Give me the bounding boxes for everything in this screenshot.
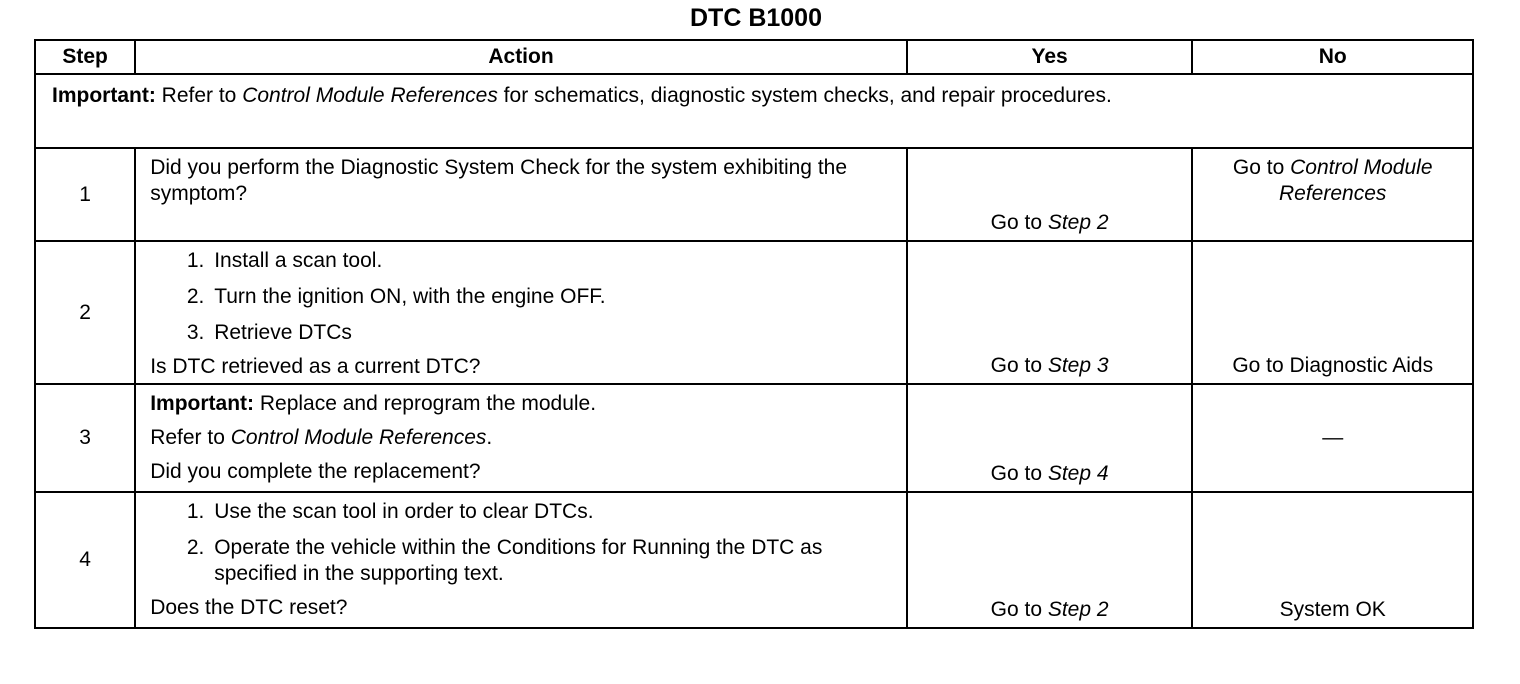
step-question: Did you perform the Diagnostic System Check for the system exhibiting the symptom? (150, 156, 848, 205)
step-yes (907, 384, 1193, 492)
step-number: 3 (35, 384, 135, 492)
list-item: 2. Turn the ignition ON, with the engine OFF. (210, 284, 892, 310)
step-refer (150, 425, 892, 451)
no-prefix: Go to (1232, 156, 1291, 179)
header-row (35, 40, 1473, 74)
yes-ref: Step 2 (1047, 211, 1109, 234)
header-action: Action (135, 40, 907, 74)
no-ref: Control Module References (1279, 156, 1433, 205)
step-important (150, 391, 892, 417)
step-no: System OK (1192, 492, 1473, 628)
header-step: Step (35, 40, 135, 74)
important-text-end: for schematics, diagnostic system checks, and repair procedures. (497, 84, 1112, 107)
step-action (135, 384, 907, 492)
step-yes (907, 241, 1193, 384)
table-row (35, 241, 1473, 384)
page-title: DTC B1000 (690, 4, 822, 32)
yes-ref: Step 3 (1047, 354, 1109, 377)
step-list (150, 499, 892, 587)
yes-prefix: Go to (990, 462, 1048, 485)
step-no: Go to Diagnostic Aids (1192, 241, 1473, 384)
yes-ref: Step 4 (1047, 462, 1109, 485)
important-text: Replace and reprogram the module. (254, 392, 597, 415)
important-note (35, 74, 1473, 148)
list-item: 1. Use the scan tool in order to clear DTCs. (210, 499, 852, 525)
table-row (35, 384, 1473, 492)
step-action (135, 148, 907, 241)
refer-prefix: Refer to (150, 426, 231, 449)
important-row (35, 74, 1473, 148)
important-ref: Control Module References (242, 84, 498, 107)
diagnostic-table (34, 39, 1474, 629)
step-question: Does the DTC reset? (150, 596, 348, 619)
header-yes: Yes (907, 40, 1193, 74)
important-label: Important: (150, 392, 255, 415)
step-yes (907, 492, 1193, 628)
header-no: No (1192, 40, 1473, 74)
list-item: 2. Operate the vehicle within the Conditions for Running the DTC as specified in the supporting text. (210, 535, 852, 587)
step-list (150, 248, 892, 346)
refer-ref: Control Module References (230, 426, 487, 449)
step-yes (907, 148, 1193, 241)
step-question: Did you complete the replacement? (150, 460, 481, 483)
table-row (35, 148, 1473, 241)
yes-prefix: Go to (990, 211, 1048, 234)
table-row (35, 492, 1473, 628)
yes-prefix: Go to (990, 354, 1048, 377)
step-number: 1 (35, 148, 135, 241)
list-item: 1. Install a scan tool. (210, 248, 892, 274)
step-no: — (1192, 384, 1473, 492)
list-item: 3. Retrieve DTCs (210, 320, 892, 346)
refer-suffix: . (486, 426, 493, 449)
important-label: Important: (52, 84, 156, 107)
step-action (135, 241, 907, 384)
yes-prefix: Go to (990, 598, 1048, 621)
important-text: Refer to (155, 84, 243, 107)
step-number: 4 (35, 492, 135, 628)
step-action (135, 492, 907, 628)
step-no (1192, 148, 1473, 241)
step-question: Is DTC retrieved as a current DTC? (150, 355, 481, 378)
yes-ref: Step 2 (1047, 598, 1109, 621)
step-number: 2 (35, 241, 135, 384)
